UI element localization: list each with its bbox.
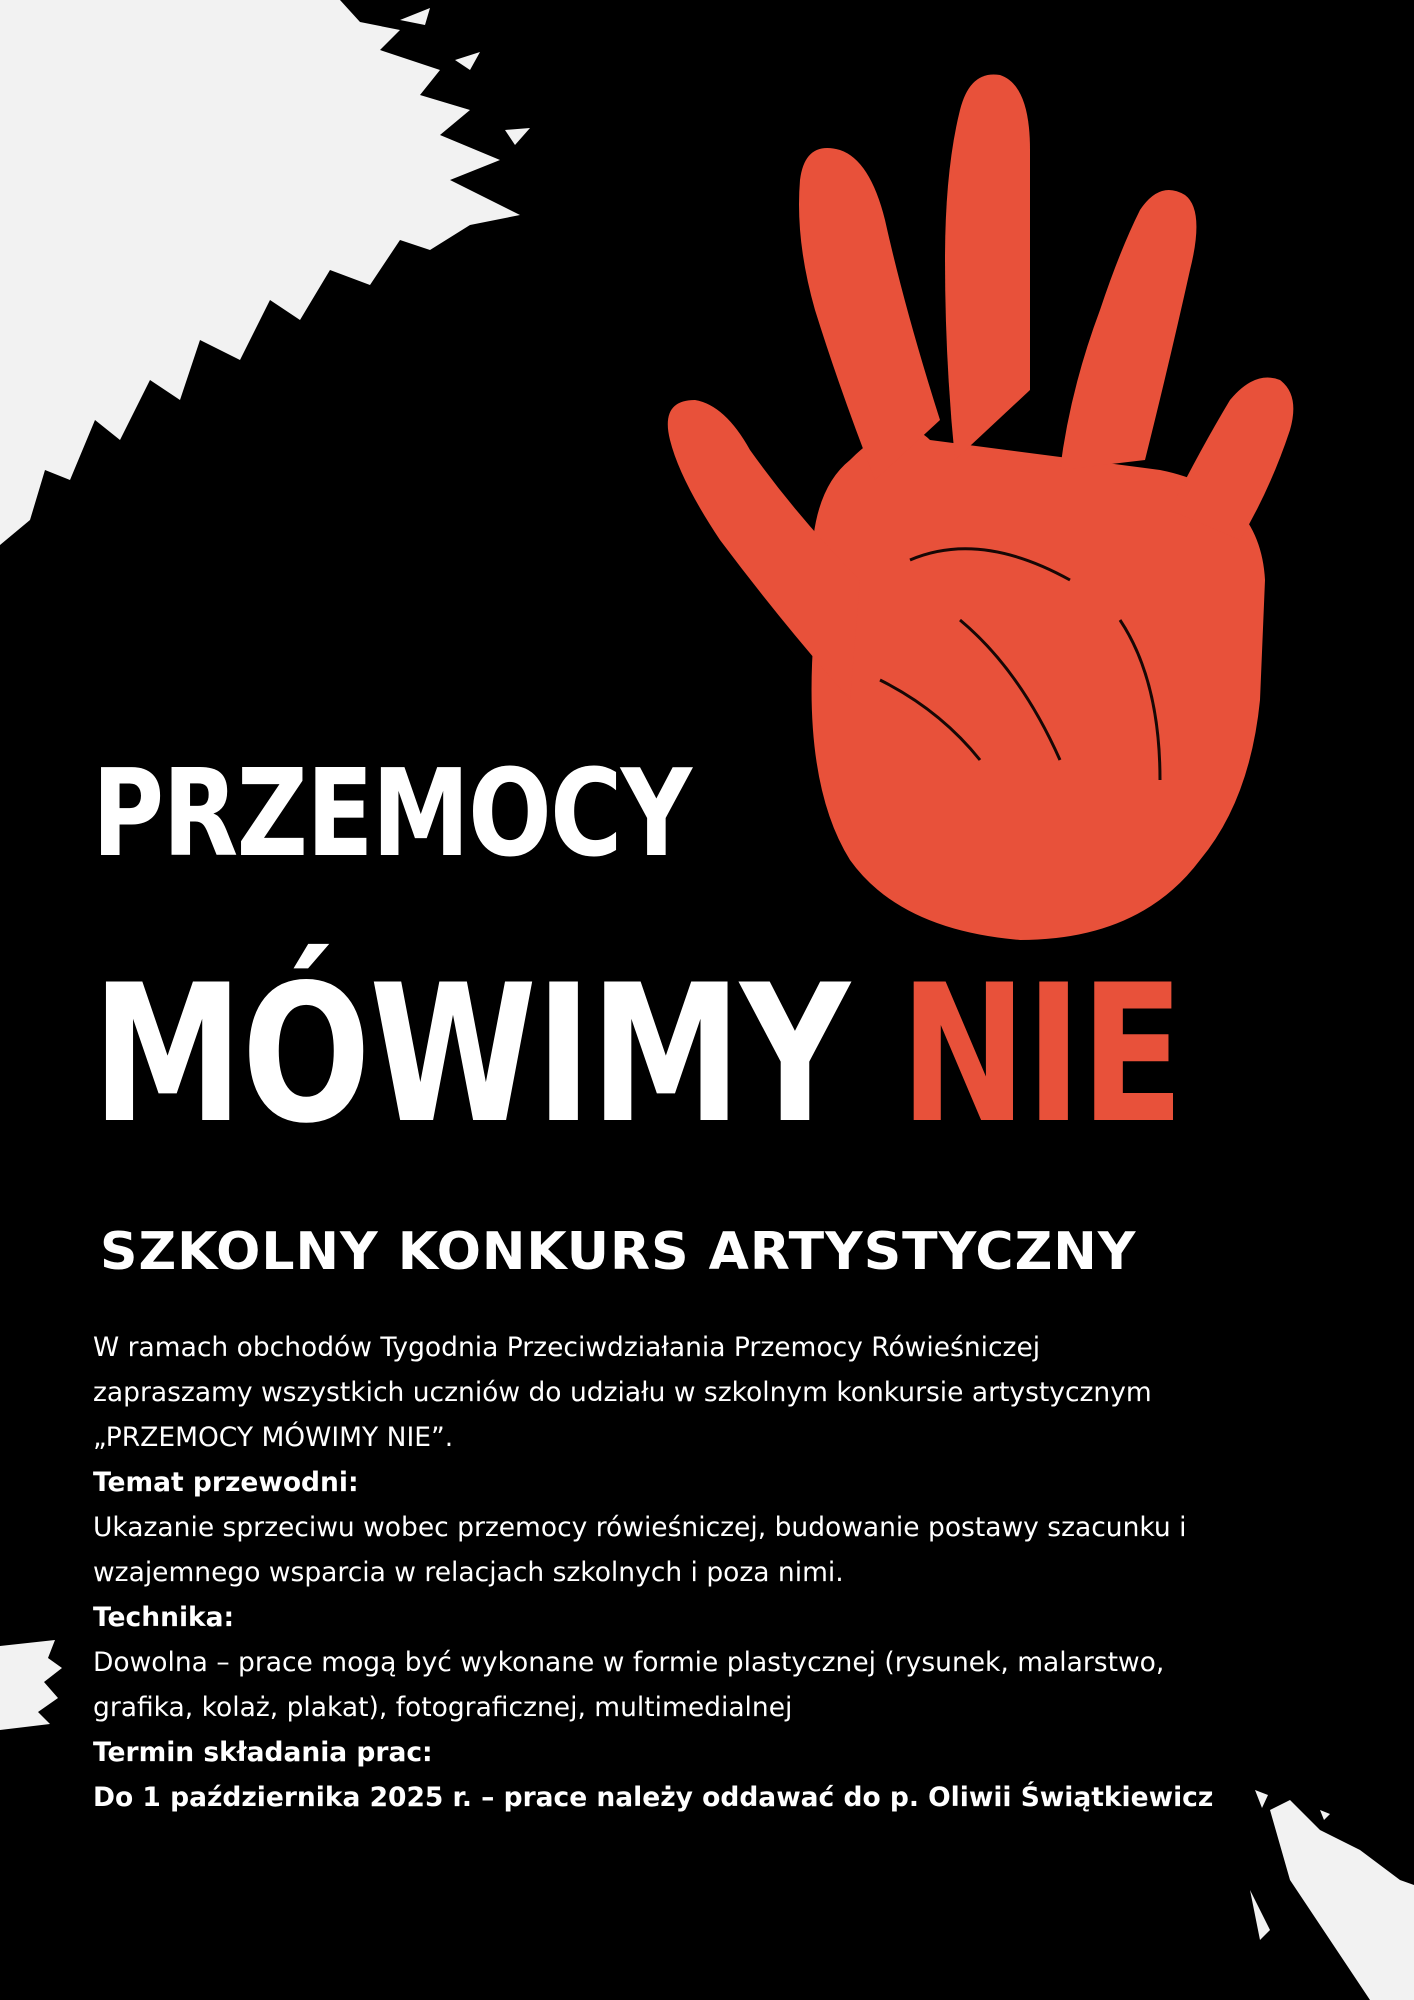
technique-label: Technika: xyxy=(93,1602,235,1633)
headline-line-2 xyxy=(92,944,1183,1165)
red-handprint-icon xyxy=(600,60,1360,980)
subtitle: SZKOLNY KONKURS ARTYSTYCZNY xyxy=(100,1222,1137,1282)
headline-red-word: NIE xyxy=(899,944,1183,1165)
technique-line: grafika, kolaż, plakat), fotograficznej, multimedialnej xyxy=(93,1692,793,1723)
intro-line: „PRZEMOCY MÓWIMY NIE”. xyxy=(93,1422,454,1453)
headline-line-1: PRZEMOCY xyxy=(92,745,691,884)
deadline-text: Do 1 października 2025 r. – prace należy oddawać do p. Oliwii Świątkiewicz xyxy=(93,1782,1214,1813)
contest-description xyxy=(93,1325,1343,1820)
paint-stroke-left xyxy=(0,1640,70,1730)
technique-line: Dowolna – prace mogą być wykonane w formie plastycznej (rysunek, malarstwo, xyxy=(93,1647,1165,1678)
intro-line: W ramach obchodów Tygodnia Przeciwdziałania Przemocy Rówieśniczej xyxy=(93,1332,1041,1363)
paint-stroke-bottom-right xyxy=(1250,1790,1414,2000)
paint-splash-top-left xyxy=(0,0,560,560)
deadline-label: Termin składania prac: xyxy=(93,1737,433,1768)
intro-line: zapraszamy wszystkich uczniów do udziału w szkolnym konkursie artystycznym xyxy=(93,1377,1152,1408)
theme-label: Temat przewodni: xyxy=(93,1467,359,1498)
headline-white-word: MÓWIMY xyxy=(92,944,849,1165)
theme-line: wzajemnego wsparcia w relacjach szkolnych i poza nimi. xyxy=(93,1557,844,1588)
theme-line: Ukazanie sprzeciwu wobec przemocy rówieśniczej, budowanie postawy szacunku i xyxy=(93,1512,1187,1543)
